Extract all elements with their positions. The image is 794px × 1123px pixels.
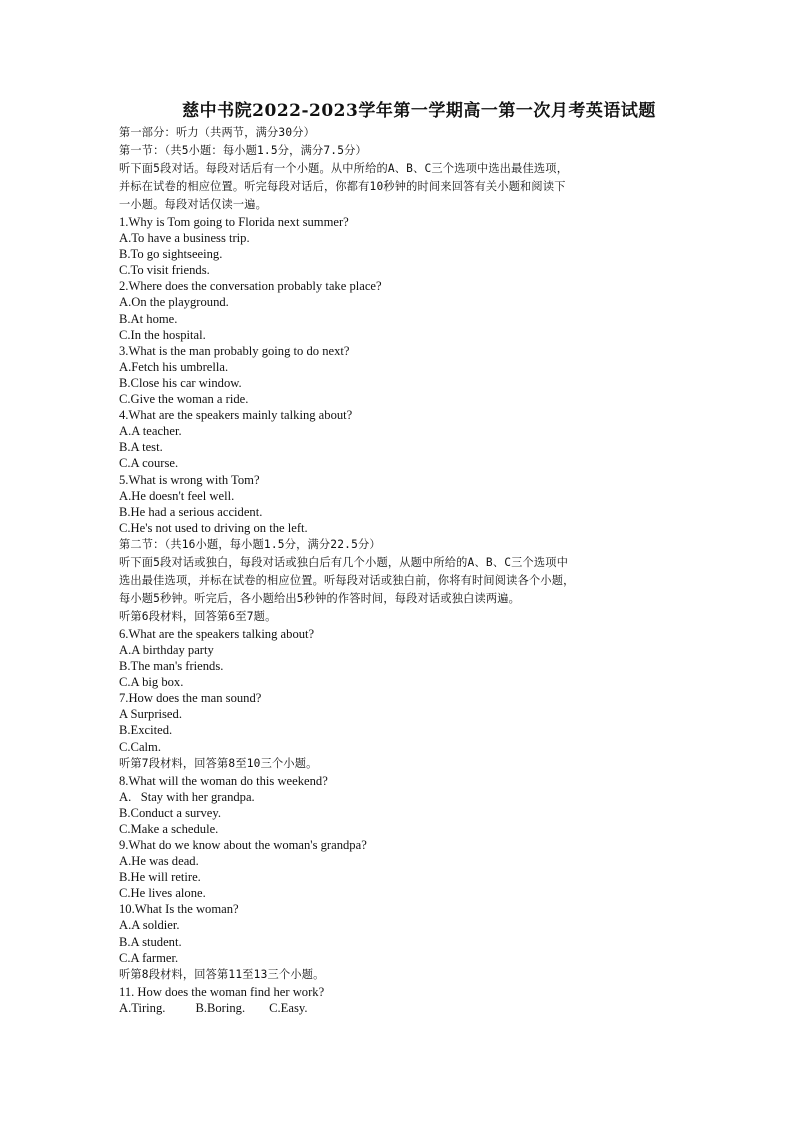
question-3: 3.What is the man probably going to do next? [119, 343, 350, 358]
question-2: 2.Where does the conversation probably take place? [119, 279, 382, 294]
question-9: 9.What do we know about the woman's grandpa? [119, 838, 367, 852]
option: A.Fetch his umbrella. [119, 359, 229, 374]
part-heading: 第一部分：听力（共两节，满分30分） [119, 126, 316, 139]
section2-heading: 第二节：（共16小题，每小题1.5分，满分22.5分） [119, 537, 381, 551]
section2-instruction: 每小题5秒钟。听完后，各小题给出5秒钟的作答时间，每段对话或独白读两遍。 [119, 591, 521, 605]
section1-instruction: 听下面5段对话。每段对话后有一个小题。从中所给的A、B、C三个选项中选出最佳选项， [119, 162, 569, 175]
option: B.He had a serious accident. [119, 504, 263, 519]
option: C.Easy. [269, 1000, 308, 1015]
question-4: 4.What are the speakers mainly talking about? [119, 408, 353, 423]
section2-instruction: 听下面5段对话或独白，每段对话或独白后有几个小题，从题中所给的A、B、C三个选项中 [119, 555, 569, 569]
option: B.Conduct a survey. [119, 805, 222, 820]
option: C.He lives alone. [119, 886, 206, 901]
option: A.He doesn't feel well. [119, 488, 235, 503]
option: C.In the hospital. [119, 327, 206, 342]
option: B.Close his car window. [119, 375, 242, 390]
question-10: 10.What Is the woman? [119, 902, 239, 917]
question-7: 7.How does the man sound? [119, 691, 262, 706]
section1-heading: 第一节：（共5小题：每小题1.5分，满分7.5分） [119, 144, 367, 157]
option: C.Give the woman a ride. [119, 392, 249, 407]
option: A.To have a business trip. [119, 231, 250, 246]
option: A Surprised. [119, 707, 182, 722]
option: B.Excited. [119, 723, 173, 738]
option: C.A big box. [119, 675, 184, 690]
option: B.To go sightseeing. [119, 247, 223, 262]
question-8: 8.What will the woman do this weekend? [119, 773, 328, 788]
question-6: 6.What are the speakers talking about? [119, 626, 315, 641]
option: C.Calm. [119, 739, 161, 754]
option: C.He's not used to driving on the left. [119, 520, 308, 535]
option: B.He will retire. [119, 870, 201, 885]
option: A.He was dead. [119, 854, 199, 869]
option: C.Make a schedule. [119, 821, 219, 836]
option: A.On the playground. [119, 295, 229, 310]
option: C.A farmer. [119, 950, 179, 965]
option-row [119, 1000, 689, 1016]
option: A.A soldier. [119, 918, 180, 933]
material-note: 听第6段材料，回答第6至7题。 [119, 609, 277, 623]
question-5: 5.What is wrong with Tom? [119, 472, 260, 487]
option: C.A course. [119, 456, 179, 471]
page-title: 慈中书院2022-2023学年第一学期高一第一次月考英语试题 [182, 101, 656, 121]
option: B.A test. [119, 440, 163, 455]
section1-instruction: 并标在试卷的相应位置。听完每段对话后，你都有10秒钟的时间来回答有关小题和阅读下 [119, 180, 566, 193]
option: A. Stay with her grandpa. [119, 789, 255, 804]
option: B.A student. [119, 934, 182, 949]
material-note: 听第7段材料，回答第8至10三个小题。 [119, 756, 318, 770]
option: C.To visit friends. [119, 263, 210, 278]
option: B.Boring. [195, 1000, 246, 1015]
section2-instruction: 选出最佳选项，并标在试卷的相应位置。听每段对话或独白前，你将有时间阅读各个小题， [119, 573, 575, 587]
option: B.The man's friends. [119, 659, 224, 674]
option: A.A birthday party [119, 642, 214, 657]
option: A.A teacher. [119, 424, 182, 439]
question-11: 11. How does the woman find her work? [119, 984, 325, 999]
section1-instruction: 一小题。每段对话仅读一遍。 [119, 198, 268, 211]
option: A.Tiring. [119, 1000, 166, 1015]
exam-page [119, 96, 689, 1016]
material-note: 听第8段材料，回答第11至13三个小题。 [119, 967, 325, 981]
question-1: 1.Why is Tom going to Florida next summer? [119, 215, 349, 229]
option: B.At home. [119, 311, 178, 326]
